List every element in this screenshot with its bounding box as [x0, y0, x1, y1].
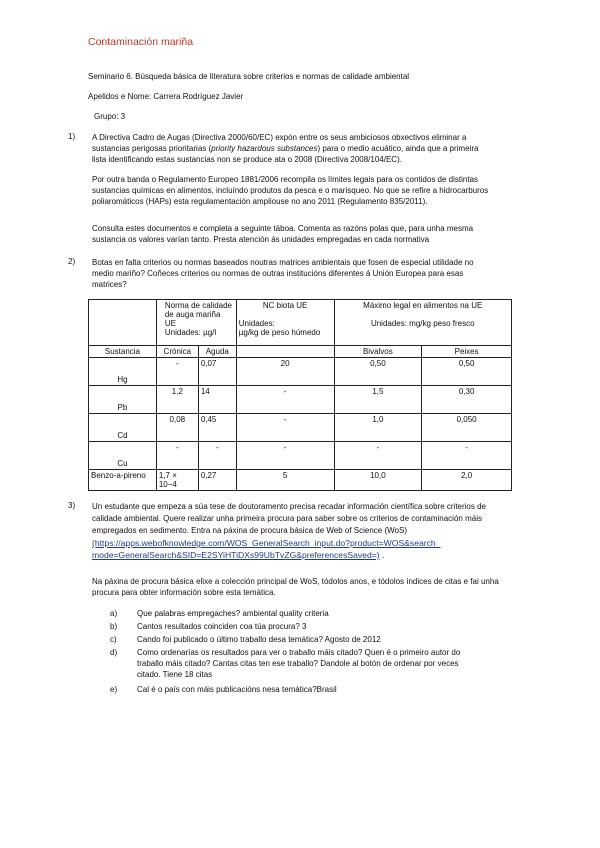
- question-3-number: 3): [68, 501, 76, 510]
- question-1-paragraph-2: [92, 174, 512, 207]
- line: Un estudante que empeza a súa tese de doutoramento precisa recadar información científica sobre criterios de: [92, 502, 486, 511]
- acute-cell: 0,27: [198, 470, 236, 491]
- line: empregados en sedimento. Entra na páxina de procura básica de Web of Science (WoS): [92, 526, 407, 535]
- acute-header: Aguda: [198, 346, 236, 358]
- fish-header: Peixes: [422, 346, 512, 358]
- line: matrices?: [92, 280, 127, 289]
- question-3-text: Un estudante que empeza a súa tese de doutoramento precisa recadar información científica sobre criterios de calidade ambiental. Quere realizar unha primeira procura para saber sobre os criterios de contaminación máis empregados en sedimento. Entra na páxina de procura básica de Web of Science (WoS) (https://apps.webofknowledge.com/WOS_GeneralSearch_input.do?product=WOS&search_ mode=GeneralSearch&SID=E2SYiHTiDXs99UbTvZG&preferencesSaved=) .: [92, 501, 522, 561]
- seminar-title: Seminario 6. Búsqueda básica de literatura sobre criterios e normas de calidade ambiental: [88, 72, 410, 81]
- line: sustancias químicas en alimentos, incluíndo produtos da pesca e o marisqueo. No que se refire a hidrocarburos: [92, 186, 489, 195]
- substance-cell: Cu: [89, 442, 157, 470]
- acute-cell: 14: [198, 386, 236, 414]
- substance-cell: Pb: [89, 386, 157, 414]
- bivalves-header: Bivalvos: [334, 346, 422, 358]
- table-row: [89, 414, 512, 442]
- substance-cell: Benzo-a-pireno: [89, 470, 157, 491]
- question-1-paragraph-1: [92, 132, 512, 165]
- table-row: [89, 442, 512, 470]
- chronic-cell: 0,08: [156, 414, 198, 442]
- fish-cell: 0,50: [422, 358, 512, 386]
- line: poliaromáticos (HAPs) esta regulamentación ampliouse no ano 2011 (Regulamento 835/2011).: [92, 197, 428, 206]
- question-2-text: [92, 257, 512, 290]
- list-item: c) Cando foi publicado o último traballo desa temática? Agosto de 2012: [110, 635, 381, 644]
- biota-cell: -: [236, 414, 334, 442]
- list-item: e) Cal é o país con máis publicacións nesa temática?Brasil: [110, 685, 337, 694]
- group-label: Grupo: 3: [94, 112, 126, 121]
- line: A Directiva Cadro de Augas (Directiva 2000/60/EC) expón entre os seus ambiciosos obxectivos eliminar a: [92, 133, 467, 142]
- fish-cell: 0,050: [422, 414, 512, 442]
- acute-cell: 0,07: [198, 358, 236, 386]
- question-3-instructions: [92, 576, 522, 598]
- chronic-cell: -: [156, 358, 198, 386]
- bivalves-cell: 1,0: [334, 414, 422, 442]
- question-2-number: 2): [68, 257, 76, 266]
- chronic-cell: -: [156, 442, 198, 470]
- line: sustancias perigosas prioritarias (priority hazardous substances) para o medio acuático, ainda que a primeira: [92, 144, 479, 153]
- biota-header: NC biota UE Unidades: µg/kg de peso húmedo: [236, 300, 334, 346]
- list-item: d) Como ordenarías os resultados para ver o traballo máis citado? Quen é o primeiro autor do traballo máis citado? Cantas citas ten ese traballo? Dandole al botón de ordenar por veces citado. Tiene 18 citas: [110, 648, 461, 679]
- acute-cell: 0,45: [198, 414, 236, 442]
- fish-cell: 0,30: [422, 386, 512, 414]
- chronic-cell: 1,7 × 10−4: [156, 470, 198, 491]
- table-header-row: [89, 300, 512, 346]
- substance-cell: Cd: [89, 414, 157, 442]
- bivalves-cell: -: [334, 442, 422, 470]
- bivalves-cell: 0,50: [334, 358, 422, 386]
- line: Por outra banda o Regulamento Europeo 1881/2006 recompila os límites legais para os contidos de distintas: [92, 175, 479, 184]
- table-row: [89, 386, 512, 414]
- chronic-cell: 1,2: [156, 386, 198, 414]
- document-header: Contaminación mariña: [88, 36, 194, 48]
- question-1-number: 1): [68, 132, 76, 141]
- chronic-header: Crónica: [156, 346, 198, 358]
- line: Botas en falta criterios ou normas baseados noutras matrices ambientais que fosen de especial utilidade no: [92, 258, 474, 267]
- list-item: a) Que palabras empregaches? ambiental quality criteria: [110, 609, 329, 618]
- fish-cell: 2,0: [422, 470, 512, 491]
- line: Consulta estes documentos e completa a seguinte táboa. Comenta as razóns polas que, para unha mesma: [92, 224, 474, 233]
- table-row: [89, 470, 512, 491]
- line: calidade ambiental. Quere realizar unha primeira procura para saber sobre os criterios de contaminación máis: [92, 514, 482, 523]
- line: sustancia os valores varían tanto. Presta atención ás unidades empregadas en cada normativa: [92, 235, 430, 244]
- line: Na páxina de procura básica elixe a colección principal de WoS, tódolos anos, e tódolos índices de citas e fai unha: [92, 577, 499, 586]
- question-1-paragraph-3: [92, 223, 512, 245]
- food-header: Máximo legal en alimentos na UE Unidades: mg/kg peso fresco: [334, 300, 512, 346]
- empty-header-cell: [89, 300, 157, 346]
- line: procura para obter información sobre esta temática.: [92, 588, 276, 597]
- fish-cell: -: [422, 442, 512, 470]
- table-row: [89, 358, 512, 386]
- acute-cell: -: [198, 442, 236, 470]
- line: lista identificando estas sustancias non se produce ata o 2008 (Directiva 2008/104/EC).: [92, 155, 402, 164]
- wos-link-continued[interactable]: mode=GeneralSearch&SID=E2SYiHTiDXs99UbTvZG&preferencesSaved=): [92, 550, 380, 560]
- wos-link[interactable]: (https://apps.webofknowledge.com/WOS_GeneralSearch_input.do?product=WOS&search_: [92, 538, 441, 548]
- biota-cell: 5: [236, 470, 334, 491]
- biota-cell: 20: [236, 358, 334, 386]
- biota-cell: -: [236, 386, 334, 414]
- substance-header: Sustancia: [89, 346, 157, 358]
- table-subheader-row: [89, 346, 512, 358]
- standards-table: [88, 299, 512, 491]
- biota-subheader: [236, 346, 334, 358]
- emphasis-term: priority hazardous substances: [211, 144, 318, 153]
- list-item: b) Cantos resultados coinciden coa túa procura? 3: [110, 622, 307, 631]
- line: medio mariño? Coñeces criterios ou normas de outras institucións diferentes á Unión Europea para esas: [92, 269, 464, 278]
- biota-cell: -: [236, 442, 334, 470]
- substance-cell: Hg: [89, 358, 157, 386]
- water-quality-header: Norma de calidade de auga mariña UE Unidades: µg/l: [156, 300, 236, 346]
- student-name: Apelidos e Nome: Carrera Rodríguez Javier: [88, 92, 244, 101]
- bivalves-cell: 10,0: [334, 470, 422, 491]
- bivalves-cell: 1,5: [334, 386, 422, 414]
